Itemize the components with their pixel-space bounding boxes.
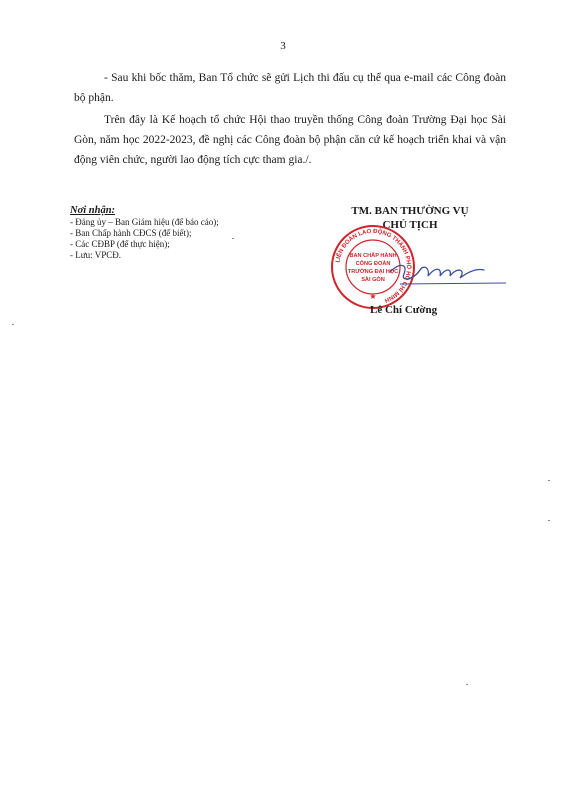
scan-speck (12, 324, 14, 325)
paragraph-lottery-notice: - Sau khi bốc thăm, Ban Tổ chức sẽ gửi Lịch thi đấu cụ thể qua e-mail các Công đoàn bộ phận. (74, 72, 506, 104)
svg-text:CÔNG ĐOÀN: CÔNG ĐOÀN (355, 261, 391, 267)
signature-role: CHỦ TỊCH (382, 219, 438, 231)
scan-speck (548, 520, 550, 521)
page-number: 3 (280, 40, 286, 52)
paragraph-conclusion: Trên đây là Kế hoạch tổ chức Hội thao truyền thống Công đoàn Trường Đại học Sài Gòn, năm học 2022-2023, đề nghị các Công đoàn bộ phận căn cứ kế hoạch triển khai và vận động viên chức, người lao động tích cực tham gia./. (74, 114, 506, 166)
recipient-item: - Các CĐBP (để thực hiện); (70, 239, 170, 249)
recipient-item: - Ban Chấp hành CĐCS (để biết); (70, 228, 192, 238)
svg-text:TRƯỜNG ĐẠI HỌC: TRƯỜNG ĐẠI HỌC (347, 269, 399, 275)
svg-text:BAN CHẤP HÀNH: BAN CHẤP HÀNH (349, 253, 397, 259)
scan-speck (232, 238, 234, 239)
recipients-title: Nơi nhận: (70, 205, 116, 216)
svg-text:LIÊN ĐOÀN LAO ĐỘNG THÀNH PHỐ H: LIÊN ĐOÀN LAO ĐỘNG THÀNH PHỐ HỒ HÍ MINH (335, 228, 412, 303)
svg-text:★: ★ (369, 292, 377, 301)
svg-text:SÀI GÒN: SÀI GÒN (361, 277, 385, 283)
recipient-item: - Đảng ủy – Ban Giám hiệu (để báo cáo); (70, 217, 219, 227)
handwritten-signature (380, 250, 510, 290)
signature-org: TM. BAN THƯỜNG VỤ (351, 205, 469, 217)
scan-speck (548, 480, 550, 481)
recipient-item: - Lưu: VPCĐ. (70, 250, 121, 260)
signer-name: Lê Chí Cường (370, 304, 438, 316)
scan-speck (466, 684, 468, 685)
recipients-block (70, 205, 219, 261)
